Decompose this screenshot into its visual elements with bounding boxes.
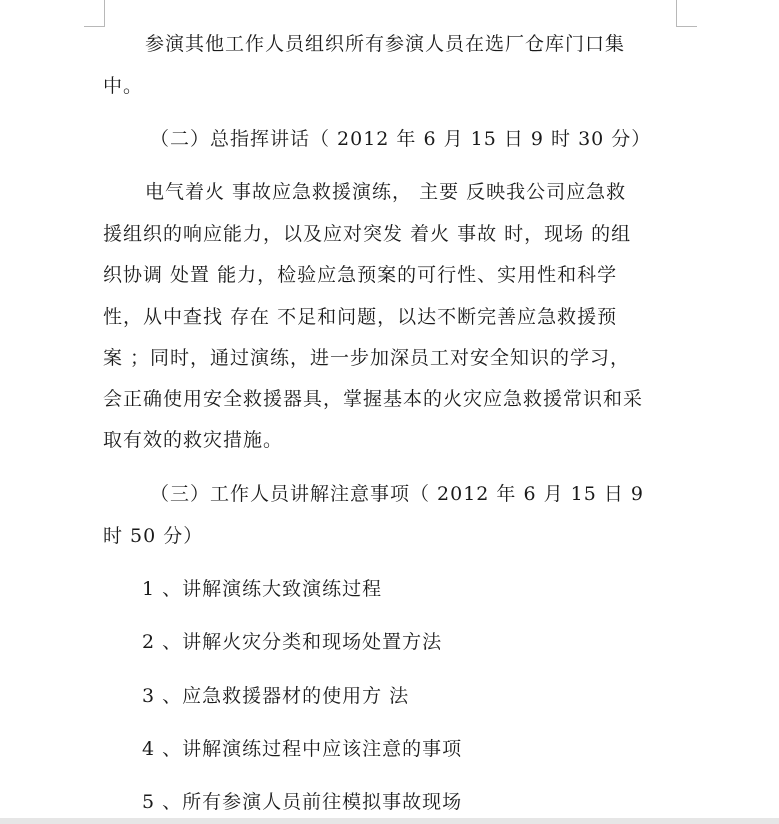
list-item: 2 、讲解火灾分类和现场处置方法 xyxy=(142,631,443,653)
section-heading: （二）总指挥讲话（ 2012 年 6 月 15 日 9 时 30 分） xyxy=(150,128,652,150)
paragraph-line: 织协调 处置 能力，检验应急预案的可行性、实用性和科学 xyxy=(103,264,618,286)
list-item: 5 、所有参演人员前往模拟事故现场 xyxy=(142,791,463,813)
crop-mark-top-right xyxy=(676,0,697,27)
paragraph-line: 取有效的救灾措施。 xyxy=(103,429,284,451)
paragraph-line: 参演其他工作人员组织所有参演人员在选厂仓库门口集 xyxy=(145,33,626,55)
paragraph-line: 电气着火 事故应急救援演练， 主要 反映我公司应急救 xyxy=(145,181,627,203)
list-item: 1 、讲解演练大致演练过程 xyxy=(142,578,383,600)
list-item: 3 、应急救援器材的使用方 法 xyxy=(142,685,410,707)
paragraph-line: 中。 xyxy=(103,75,144,97)
crop-mark-top-left xyxy=(84,0,105,27)
paragraph-line: 性，从中查找 存在 不足和问题，以达不断完善应急救援预 xyxy=(103,306,618,328)
section-heading: （三）工作人员讲解注意事项（ 2012 年 6 月 15 日 9 xyxy=(150,483,644,505)
paragraph-line: 会正确使用安全救援器具，掌握基本的火灾应急救援常识和采 xyxy=(103,388,644,410)
section-heading-continuation: 时 50 分） xyxy=(103,525,204,547)
paragraph-line: 案 ；同时，通过演练，进一步加深员工对安全知识的学习， xyxy=(103,347,631,369)
page-bottom-edge xyxy=(0,818,779,824)
list-item: 4 、讲解演练过程中应该注意的事项 xyxy=(142,738,463,760)
paragraph-line: 援组织的响应能力，以及应对突发 着火 事故 时，现场 的组 xyxy=(103,223,632,245)
